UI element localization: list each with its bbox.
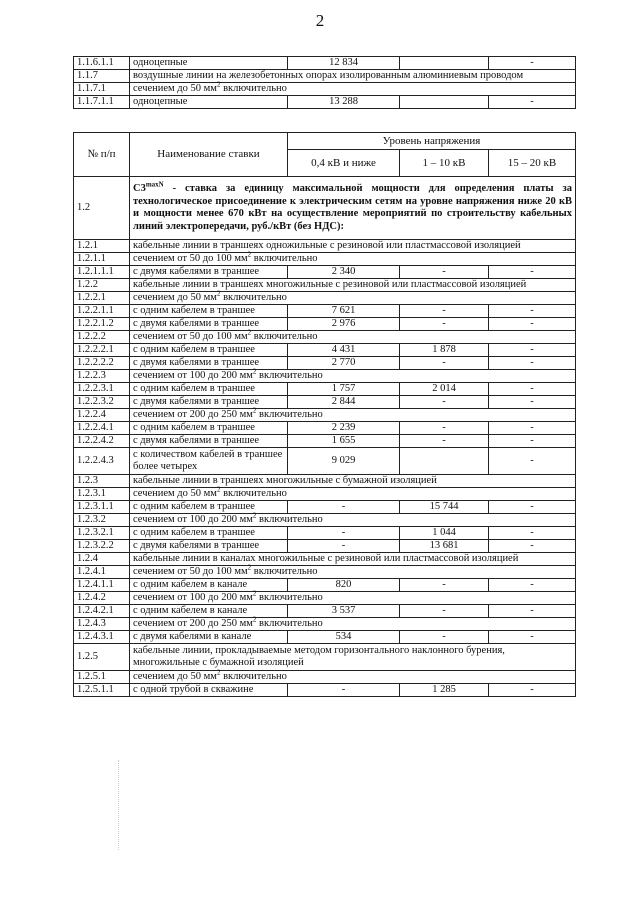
value-v1: 2 239 bbox=[288, 422, 400, 435]
table-row bbox=[74, 605, 576, 618]
table-row bbox=[74, 318, 576, 331]
row-number: 1.2.2.4.2 bbox=[74, 435, 130, 448]
value-v1: 9 029 bbox=[288, 448, 400, 475]
section-row bbox=[74, 566, 576, 579]
row-name: с двумя кабелями в траншее bbox=[130, 396, 288, 409]
value-v1: 1 655 bbox=[288, 435, 400, 448]
table-row bbox=[74, 383, 576, 396]
section-row bbox=[74, 488, 576, 501]
row-number: 1.2.2.2.1 bbox=[74, 344, 130, 357]
section-row bbox=[74, 70, 576, 83]
table-row bbox=[74, 422, 576, 435]
row-number: 1.2.4.3 bbox=[74, 618, 130, 631]
table-row bbox=[74, 501, 576, 514]
row-name: сечением до 50 $мм^2$ включительно bbox=[130, 671, 576, 684]
value-v1: - bbox=[288, 684, 400, 697]
row-number: 1.1.7.1.1 bbox=[74, 96, 130, 109]
row-name: кабельные линии в каналах многожильные с резиновой или пластмассовой изоляцией bbox=[130, 553, 576, 566]
value-v2: 1 044 bbox=[400, 527, 489, 540]
value-v2: 13 681 bbox=[400, 540, 489, 553]
row-name: с одним кабелем в канале bbox=[130, 579, 288, 592]
table-row bbox=[74, 527, 576, 540]
value-v2 bbox=[400, 96, 489, 109]
row-number: 1.2.3.2 bbox=[74, 514, 130, 527]
row-name: с двумя кабелями в траншее bbox=[130, 540, 288, 553]
section-row bbox=[74, 592, 576, 605]
section-row bbox=[74, 279, 576, 292]
row-number: 1.2.5.1 bbox=[74, 671, 130, 684]
row-number: 1.2.4.1 bbox=[74, 566, 130, 579]
value-v2: 1 878 bbox=[400, 344, 489, 357]
row-name: сечением от 200 до 250 $мм^2$ включительно bbox=[130, 409, 576, 422]
row-number: 1.2.1.1.1 bbox=[74, 266, 130, 279]
block-title: $С3^{maxN}$ - ставка за единицу максимальной мощности для определения платы за технологическое присоединение к электрическим сетям на уровне напряжения ниже 20 кВ и мощности менее 670 кВт на осуществление мероприятий по строительству кабельных линий электропередачи, руб./кВт (без НДС): bbox=[130, 177, 576, 240]
section-row bbox=[74, 644, 576, 671]
table-row bbox=[74, 435, 576, 448]
value-v2: - bbox=[400, 631, 489, 644]
rates-table bbox=[73, 132, 576, 697]
row-name: воздушные линии на железобетонных опорах изолированным алюминиевым проводом bbox=[130, 70, 576, 83]
row-name: сечением от 100 до 200 $мм^2$ включительно bbox=[130, 592, 576, 605]
value-v1: 1 757 bbox=[288, 383, 400, 396]
row-name: с одним кабелем в траншее bbox=[130, 422, 288, 435]
row-name: с двумя кабелями в траншее bbox=[130, 357, 288, 370]
value-v3: - bbox=[489, 540, 576, 553]
row-name: с одной трубой в скважине bbox=[130, 684, 288, 697]
value-v3: - bbox=[489, 448, 576, 475]
section-row bbox=[74, 671, 576, 684]
value-v2: 1 285 bbox=[400, 684, 489, 697]
value-v2: - bbox=[400, 422, 489, 435]
value-v3: - bbox=[489, 357, 576, 370]
section-row bbox=[74, 618, 576, 631]
section-row bbox=[74, 370, 576, 383]
row-number: 1.1.6.1.1 bbox=[74, 57, 130, 70]
value-v3: - bbox=[489, 266, 576, 279]
section-row bbox=[74, 514, 576, 527]
row-name: одноцепные bbox=[130, 57, 288, 70]
value-v2: - bbox=[400, 357, 489, 370]
value-v3: - bbox=[489, 527, 576, 540]
row-number: 1.2 bbox=[74, 177, 130, 240]
table-row bbox=[74, 448, 576, 475]
row-name: сечением от 50 до 100 $мм^2$ включительно bbox=[130, 566, 576, 579]
voltage-level-header: Уровень напряжения bbox=[288, 133, 576, 150]
row-name: сечением до 50 $мм^2$ включительно bbox=[130, 488, 576, 501]
row-number: 1.2.3.2.1 bbox=[74, 527, 130, 540]
row-number: 1.2.1.1 bbox=[74, 253, 130, 266]
table-row bbox=[74, 684, 576, 697]
table-row bbox=[74, 396, 576, 409]
table-row bbox=[74, 266, 576, 279]
value-v1: 3 537 bbox=[288, 605, 400, 618]
value-v1: 534 bbox=[288, 631, 400, 644]
row-name: сечением от 50 до 100 $мм^2$ включительно bbox=[130, 331, 576, 344]
row-number: 1.2.3.1.1 bbox=[74, 501, 130, 514]
row-number: 1.2.2.1 bbox=[74, 292, 130, 305]
col-v3-header: 15 – 20 кВ bbox=[489, 150, 576, 177]
row-number: 1.2.2.3.1 bbox=[74, 383, 130, 396]
row-number: 1.2.3 bbox=[74, 475, 130, 488]
section-row bbox=[74, 240, 576, 253]
row-number: 1.2.5.1.1 bbox=[74, 684, 130, 697]
row-number: 1.2.2.4.3 bbox=[74, 448, 130, 475]
value-v3: - bbox=[489, 605, 576, 618]
value-v3: - bbox=[489, 684, 576, 697]
value-v1: 13 288 bbox=[288, 96, 400, 109]
value-v3: - bbox=[489, 501, 576, 514]
row-number: 1.2.5 bbox=[74, 644, 130, 671]
row-name: сечением до 50 $мм^2$ включительно bbox=[130, 83, 576, 96]
row-name: с одним кабелем в траншее bbox=[130, 344, 288, 357]
row-number: 1.2.2.1.2 bbox=[74, 318, 130, 331]
row-name: сечением от 50 до 100 $мм^2$ включительно bbox=[130, 253, 576, 266]
value-v2: 2 014 bbox=[400, 383, 489, 396]
row-name: кабельные линии в траншеях многожильные с резиновой или пластмассовой изоляцией bbox=[130, 279, 576, 292]
section-row bbox=[74, 83, 576, 96]
value-v3: - bbox=[489, 96, 576, 109]
table-row bbox=[74, 540, 576, 553]
value-v1: 2 340 bbox=[288, 266, 400, 279]
row-number: 1.2.2.3 bbox=[74, 370, 130, 383]
row-name: с одним кабелем в траншее bbox=[130, 383, 288, 396]
value-v2: - bbox=[400, 605, 489, 618]
row-name: с двумя кабелями в траншее bbox=[130, 435, 288, 448]
row-number: 1.2.2 bbox=[74, 279, 130, 292]
value-v1: 12 834 bbox=[288, 57, 400, 70]
row-number: 1.2.2.4 bbox=[74, 409, 130, 422]
value-v1: 820 bbox=[288, 579, 400, 592]
row-name: сечением до 50 $мм^2$ включительно bbox=[130, 292, 576, 305]
value-v3: - bbox=[489, 344, 576, 357]
col-v2-header: 1 – 10 кВ bbox=[400, 150, 489, 177]
row-name: кабельные линии, прокладываемые методом горизонтального наклонного бурения, многожильные с бумажной изоляцией bbox=[130, 644, 576, 671]
row-number: 1.2.2.1.1 bbox=[74, 305, 130, 318]
row-name: сечением от 100 до 200 $мм^2$ включительно bbox=[130, 370, 576, 383]
scan-mark bbox=[118, 760, 120, 850]
row-name: с двумя кабелями в канале bbox=[130, 631, 288, 644]
value-v1: 2 844 bbox=[288, 396, 400, 409]
section-row bbox=[74, 553, 576, 566]
row-name: с одним кабелем в траншее bbox=[130, 527, 288, 540]
value-v2: - bbox=[400, 435, 489, 448]
value-v3: - bbox=[489, 631, 576, 644]
row-number: 1.2.2.2.2 bbox=[74, 357, 130, 370]
value-v2 bbox=[400, 448, 489, 475]
block-title-text: - ставка за единицу максимальной мощности для определения платы за технологическое присоединение к электрическим сетям на уровне напряжения ниже 20 кВ и мощности менее 670 кВт на осуществление мероприятий по строительству кабельных линий электропередачи, руб./кВт (без НДС): bbox=[133, 183, 573, 232]
row-number: 1.2.3.2.2 bbox=[74, 540, 130, 553]
value-v1: 4 431 bbox=[288, 344, 400, 357]
section-row bbox=[74, 475, 576, 488]
row-name: кабельные линии в траншеях многожильные с бумажной изоляцией bbox=[130, 475, 576, 488]
row-number: 1.2.2.2 bbox=[74, 331, 130, 344]
row-number: 1.1.7 bbox=[74, 70, 130, 83]
value-v2: - bbox=[400, 579, 489, 592]
value-v3: - bbox=[489, 318, 576, 331]
block-1-2-row bbox=[74, 177, 576, 240]
row-name: сечением от 100 до 200 $мм^2$ включительно bbox=[130, 514, 576, 527]
row-number: 1.2.4.2 bbox=[74, 592, 130, 605]
table-row bbox=[74, 357, 576, 370]
row-number: 1.2.4.1.1 bbox=[74, 579, 130, 592]
value-v1: 2 770 bbox=[288, 357, 400, 370]
section-row bbox=[74, 331, 576, 344]
value-v1: 2 976 bbox=[288, 318, 400, 331]
value-v3: - bbox=[489, 579, 576, 592]
table-row bbox=[74, 96, 576, 109]
row-name: сечением от 200 до 250 $мм^2$ включительно bbox=[130, 618, 576, 631]
section-row bbox=[74, 409, 576, 422]
row-name: кабельные линии в траншеях одножильные с резиновой или пластмассовой изоляцией bbox=[130, 240, 576, 253]
value-v3: - bbox=[489, 383, 576, 396]
value-v3: - bbox=[489, 57, 576, 70]
table-row bbox=[74, 579, 576, 592]
continuation-table bbox=[73, 56, 576, 109]
value-v3: - bbox=[489, 396, 576, 409]
row-name: с одним кабелем в канале bbox=[130, 605, 288, 618]
table-row bbox=[74, 344, 576, 357]
row-number: 1.2.2.4.1 bbox=[74, 422, 130, 435]
value-v1: - bbox=[288, 501, 400, 514]
table-row bbox=[74, 57, 576, 70]
row-name: с одним кабелем в траншее bbox=[130, 501, 288, 514]
value-v3: - bbox=[489, 422, 576, 435]
value-v2: - bbox=[400, 318, 489, 331]
row-name: с количеством кабелей в траншее более четырех bbox=[130, 448, 288, 475]
row-number: 1.2.2.3.2 bbox=[74, 396, 130, 409]
row-number: 1.2.3.1 bbox=[74, 488, 130, 501]
value-v2: 15 744 bbox=[400, 501, 489, 514]
row-name: одноцепные bbox=[130, 96, 288, 109]
section-row bbox=[74, 292, 576, 305]
value-v2 bbox=[400, 57, 489, 70]
row-name: с одним кабелем в траншее bbox=[130, 305, 288, 318]
value-v1: - bbox=[288, 540, 400, 553]
section-row bbox=[74, 253, 576, 266]
table-row bbox=[74, 631, 576, 644]
row-number: 1.2.4 bbox=[74, 553, 130, 566]
value-v2: - bbox=[400, 305, 489, 318]
row-number: 1.1.7.1 bbox=[74, 83, 130, 96]
row-number: 1.2.4.3.1 bbox=[74, 631, 130, 644]
row-number: 1.2.1 bbox=[74, 240, 130, 253]
page-number: 2 bbox=[315, 11, 325, 30]
col-num-header: № п/п bbox=[74, 133, 130, 177]
value-v2: - bbox=[400, 396, 489, 409]
table-row bbox=[74, 305, 576, 318]
row-number: 1.2.4.2.1 bbox=[74, 605, 130, 618]
value-v3: - bbox=[489, 305, 576, 318]
row-name: с двумя кабелями в траншее bbox=[130, 266, 288, 279]
col-v1-header: 0,4 кВ и ниже bbox=[288, 150, 400, 177]
header-row bbox=[74, 133, 576, 150]
value-v1: - bbox=[288, 527, 400, 540]
value-v1: 7 621 bbox=[288, 305, 400, 318]
value-v2: - bbox=[400, 266, 489, 279]
col-name-header: Наименование ставки bbox=[130, 133, 288, 177]
row-name: с двумя кабелями в траншее bbox=[130, 318, 288, 331]
value-v3: - bbox=[489, 435, 576, 448]
